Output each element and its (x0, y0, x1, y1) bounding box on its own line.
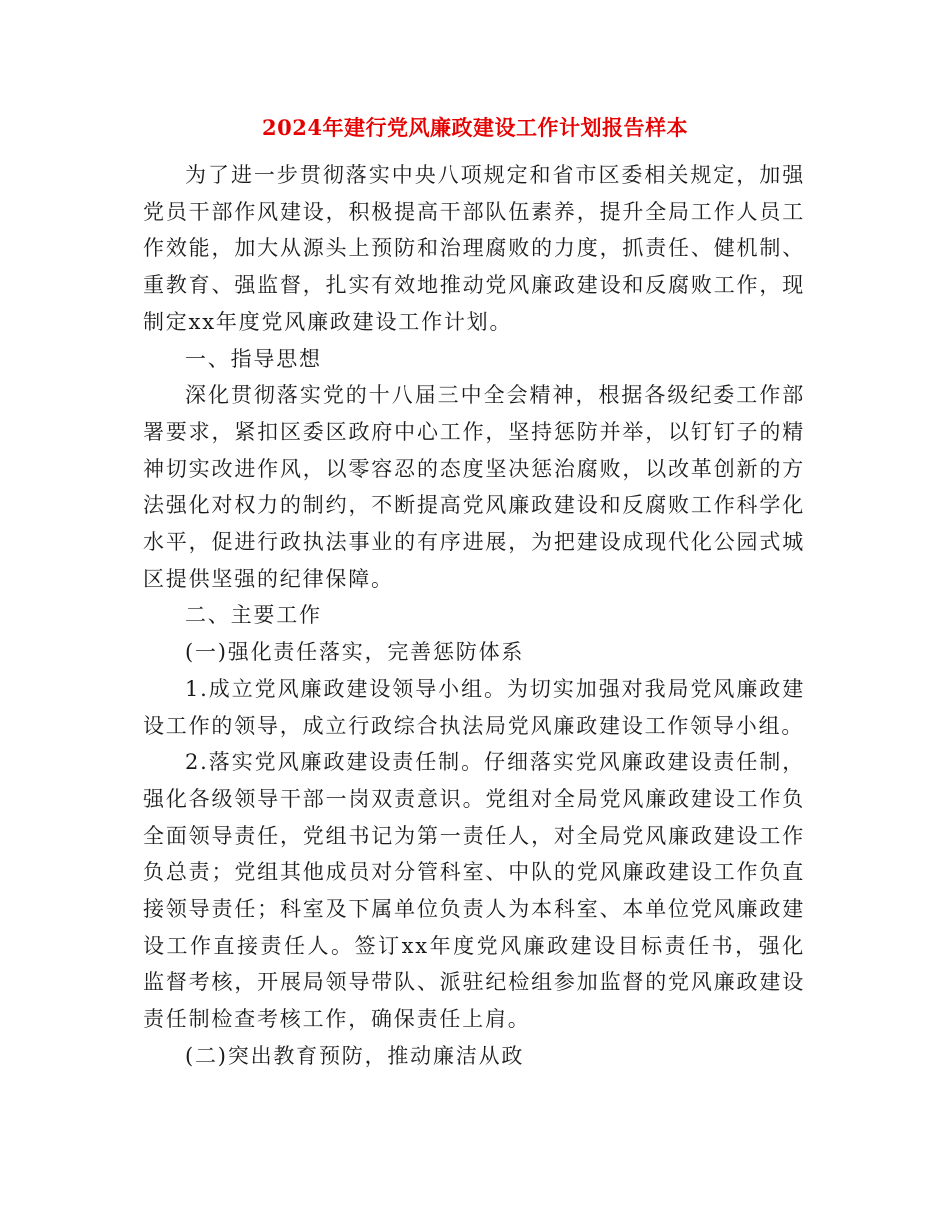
document-body (143, 157, 805, 1075)
subsection-heading-responsibility: (一)强化责任落实，完善惩防体系 (185, 640, 525, 665)
paragraph-guiding-ideology: 深化贯彻落实党的十八届三中全会精神，根据各级纪委工作部署要求，紧扣区委区政府中心工作，坚持惩防并举，以钉钉子的精神切实改进作风，以零容忍的态度坚决惩治腐败，以改革创新的方法强化对权力的制约，不断提高党风廉政建设和反腐败工作科学化水平，促进行政执法事业的有序进展，为把建设成现代化公园式城区提供坚强的纪律保障。 (143, 383, 805, 591)
subsection-heading-education: (二)突出教育预防，推动廉洁从政 (185, 1043, 525, 1068)
paragraph-item-2: 2.落实党风廉政建设责任制。仔细落实党风廉政建设责任制，强化各级领导干部一岗双责意识。党组对全局党风廉政建设工作负全面领导责任，党组书记为第一责任人，对全局党风廉政建设工作负总责；党组其他成员对分管科室、中队的党风廉政建设工作负直接领导责任；科室及下属单位负责人为本科室、本单位党风廉政建设工作直接责任人。签订xx年度党风廉政建设目标责任书，强化监督考核，开展局领导带队、派驻纪检组参加监督的党风廉政建设责任制检查考核工作，确保责任上肩。 (143, 750, 805, 1032)
section-heading-main-work: 二、主要工作 (185, 603, 322, 628)
paragraph-intro: 为了进一步贯彻落实中央八项规定和省市区委相关规定，加强党员干部作风建设，积极提高干部队伍素养，提升全局工作人员工作效能，加大从源头上预防和治理腐败的力度，抓责任、健机制、重教育、强监督，扎实有效地推动党风廉政建设和反腐败工作，现制定xx年度党风廉政建设工作计划。 (143, 163, 805, 334)
paragraph-item-1: 1.成立党风廉政建设领导小组。为切实加强对我局党风廉政建设工作的领导，成立行政综合执法局党风廉政建设工作领导小组。 (143, 676, 805, 738)
section-heading-guiding-ideology: 一、指导思想 (185, 346, 322, 371)
document-title: 2024年建行党风廉政建设工作计划报告样本 (262, 115, 688, 140)
